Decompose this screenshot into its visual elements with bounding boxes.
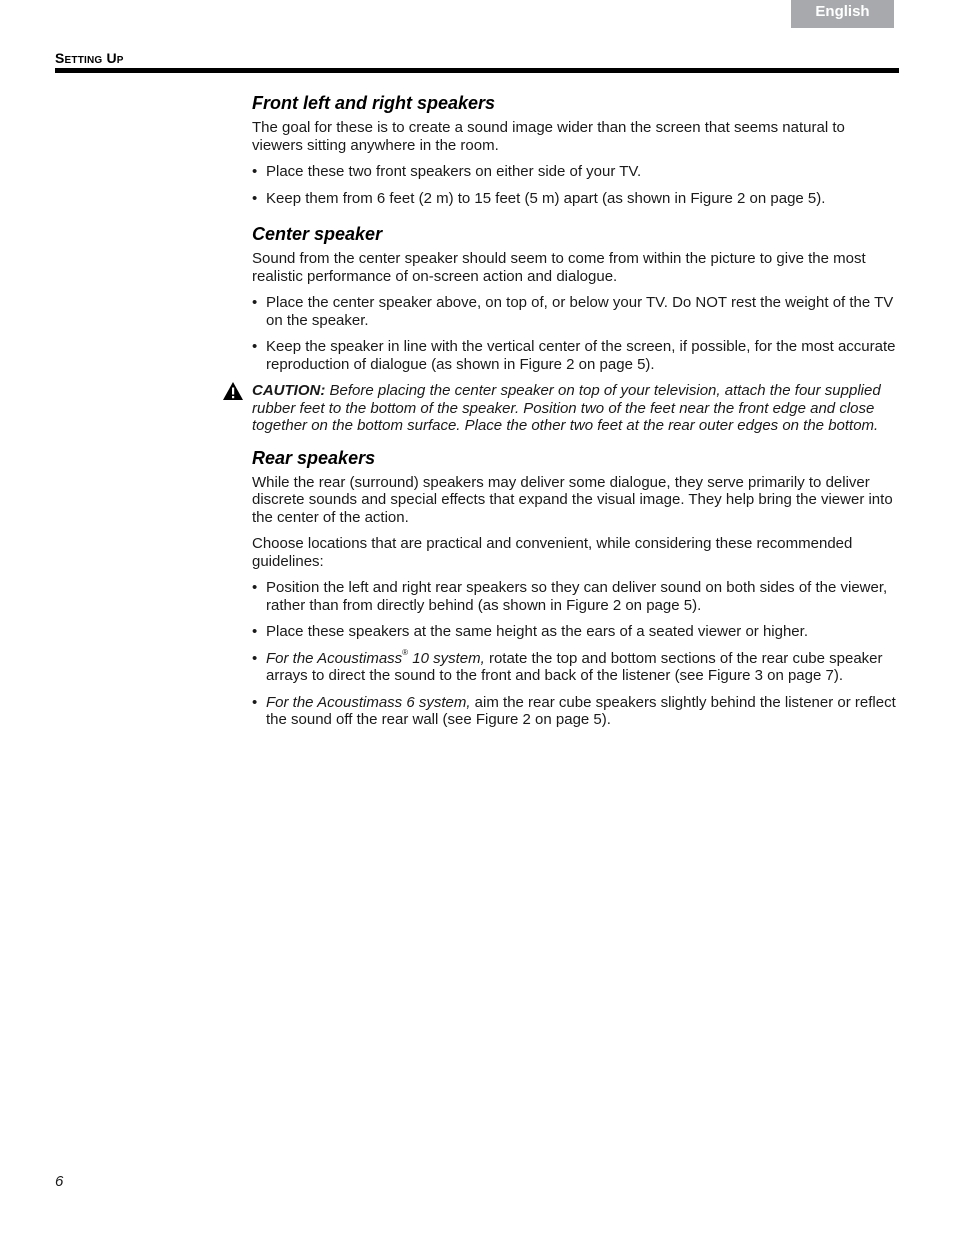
caution-label: CAUTION:: [252, 382, 326, 399]
center-speaker-intro: Sound from the center speaker should seem to come from within the picture to give the most realistic performance of on-screen action and dialogue.: [252, 250, 866, 285]
list-item: [252, 647, 898, 685]
language-tab[interactable]: English: [791, 0, 894, 28]
bullet-glyph: •: [252, 338, 258, 355]
center-speaker-list: [252, 294, 898, 373]
caution-note: [252, 382, 898, 435]
bullet-glyph: •: [252, 623, 258, 640]
page-number: 6: [55, 1173, 64, 1190]
system-name-emphasis: 10 system,: [408, 649, 485, 667]
system-name-emphasis: For the Acoustimass 6 system,: [266, 693, 471, 711]
main-content: [252, 92, 898, 738]
center-speaker-heading: Center speaker: [252, 224, 383, 244]
front-speakers-intro: The goal for these is to create a sound image wider than the screen that seems natural to viewers sitting anywhere in the room.: [252, 119, 845, 154]
system-name-emphasis: For the Acoustimass: [266, 649, 403, 667]
list-item-text: Place these two front speakers on either side of your TV.: [266, 163, 642, 180]
rear-speakers-list: [252, 579, 898, 729]
list-item-text: Keep them from 6 feet (2 m) to 15 feet (5 m) apart (as shown in Figure 2 on page 5).: [266, 189, 826, 207]
list-item-text: Place the center speaker above, on top of, or below your TV. Do NOT rest the weight of the TV on the speaker.: [266, 294, 894, 329]
list-item: [252, 294, 898, 329]
list-item: [252, 623, 898, 641]
list-item-text: Place these speakers at the same height as the ears of a seated viewer or higher.: [266, 623, 808, 640]
list-item-text: Position the left and right rear speakers so they can deliver sound on both sides of the viewer, rather than from directly behind (as shown in Figure 2 on page 5).: [266, 579, 888, 614]
list-item-text: rotate the top and bottom sections of the rear cube speaker arrays to direct the sound to the front and back of the listener (see Figure 3 on page 7).: [266, 649, 883, 684]
warning-triangle-icon: [222, 381, 244, 401]
rear-speakers-intro: While the rear (surround) speakers may deliver some dialogue, they serve primarily to deliver discrete sounds and special effects that expand the visual image. They help bring the viewer into the center of the action.: [252, 473, 893, 526]
list-item-text: Keep the speaker in line with the vertical center of the screen, if possible, for the most accurate reproduction of dialogue (as shown in Figure 2 on page 5).: [266, 338, 896, 373]
rear-speakers-guidelines: Choose locations that are practical and convenient, while considering these recommended guidelines:: [252, 535, 853, 570]
list-item: [252, 579, 898, 614]
list-item-text: aim the rear cube speakers slightly behind the listener or reflect the sound off the rear wall (see Figure 2 on page 5).: [266, 693, 896, 728]
bullet-glyph: •: [252, 649, 258, 667]
bullet-glyph: •: [252, 693, 258, 711]
list-item: [252, 163, 898, 181]
list-item: [252, 338, 898, 373]
section-label: Setting Up: [55, 50, 124, 66]
bullet-glyph: •: [252, 294, 258, 311]
front-speakers-list: [252, 163, 898, 207]
registered-mark: ®: [402, 647, 409, 657]
bullet-glyph: •: [252, 579, 258, 596]
rear-speakers-heading: Rear speakers: [252, 447, 376, 468]
bullet-glyph: •: [252, 189, 258, 207]
caution-text: Before placing the center speaker on top of your television, attach the four supplied rubber feet to the bottom of the speaker. Position two of the feet near the front edge and close together on the bottom surface. Place the other two feet at the rear outer edges on the bottom.: [252, 382, 881, 434]
front-speakers-heading: Front left and right speakers: [252, 93, 496, 113]
list-item: [252, 190, 898, 208]
bullet-glyph: •: [252, 163, 258, 180]
list-item: [252, 694, 898, 729]
header-rule: [55, 68, 899, 73]
